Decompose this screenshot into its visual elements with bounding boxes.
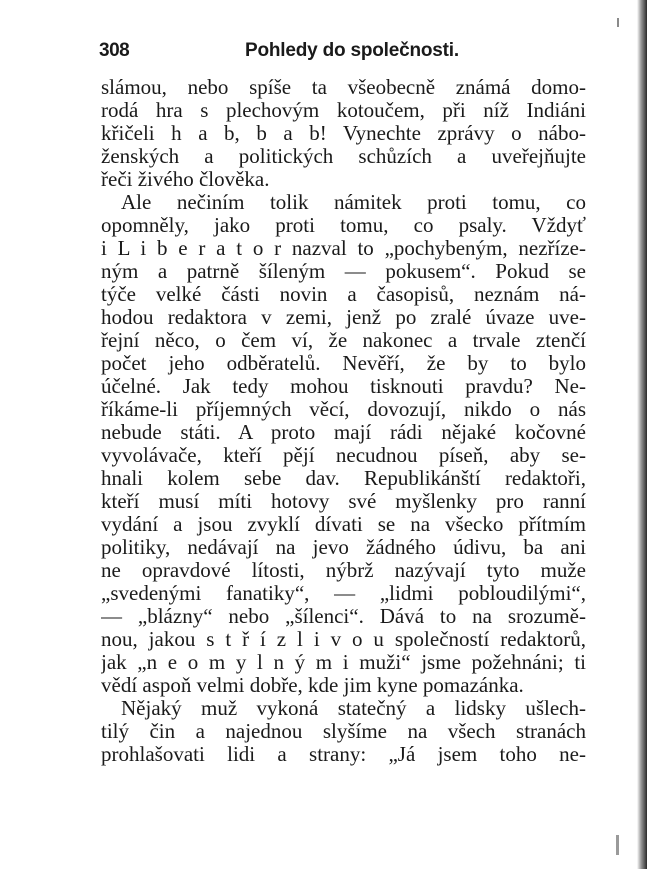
running-title: Pohledy do společnosti. xyxy=(245,40,459,61)
text-line: politiky, nedávají na jevo žádného údivu, ba ani xyxy=(101,536,586,559)
text-line: „svedenými fanatiky“, — „lidmi pobloudilými“, xyxy=(101,582,586,605)
text-line: křičeli h a b, b a b! Vynechte zprávy o nábo- xyxy=(101,122,586,145)
text-line: tilý čin a najednou slyšíme na všech stranách xyxy=(101,720,586,743)
text-line: ným a patrně šíleným — pokusem“. Pokud se xyxy=(101,260,586,283)
text-line: týče velké části novin a časopisů, neznám ná- xyxy=(101,283,586,306)
text-line: hodou redaktora v zemi, jenž po zralé úvaze uve- xyxy=(101,306,586,329)
book-spine-shadow xyxy=(637,0,647,869)
text-line: Ale nečiním tolik námitek proti tomu, co xyxy=(121,191,586,214)
text-line: nou, jakou s t ř í z l i v o u společností redaktorů, xyxy=(101,628,586,651)
text-line: vyvolávače, kteří pějí necudnou píseň, aby se- xyxy=(101,444,586,467)
text-line: řejní něco, o čem ví, že nakonec a trvale ztenčí xyxy=(101,329,586,352)
text-line: řeči živého člověka. xyxy=(101,168,270,191)
text-line: počet jeho odběratelů. Nevěří, že by to bylo xyxy=(101,352,586,375)
text-line: kteří musí míti hotovy své myšlenky pro ranní xyxy=(101,490,586,513)
text-line: nebude státi. A proto mají rádi nějaké kočovné xyxy=(101,421,586,444)
text-line: slámou, nebo spíše ta všeobecně známá domo- xyxy=(101,76,586,99)
text-line: ženských a politických schůzích a uveřejňujte xyxy=(101,145,586,168)
text-line: rodá hra s plechovým kotoučem, při níž Indiáni xyxy=(101,99,586,122)
text-line: hnali kolem sebe dav. Republikánští redaktoři, xyxy=(101,467,586,490)
text-line: vědí aspoň velmi dobře, kde jim kyne pomazánka. xyxy=(101,674,524,697)
body-text xyxy=(101,76,586,766)
margin-mark xyxy=(616,835,619,855)
text-line: jak „n e o m y l n ý m i muži“ jsme požehnáni; ti xyxy=(101,651,586,674)
text-line: Nějaký muž vykoná statečný a lidsky ušlech- xyxy=(121,697,586,720)
text-line: i L i b e r a t o r nazval to „pochybeným, nezřízе- xyxy=(101,237,586,260)
text-line: účelné. Jak tedy mohou tisknouti pravdu? Ne- xyxy=(101,375,586,398)
page-number: 308 xyxy=(99,40,130,61)
text-line: — „blázny“ nebo „šílenci“. Dává to na srozumě- xyxy=(101,605,586,628)
text-line: opomněly, jako proti tomu, co psaly. Vždyť xyxy=(101,214,586,237)
text-line: ne opravdové lítosti, nýbrž nazývají tyto muže xyxy=(101,559,586,582)
text-line: prohlašovati lidi a strany: „Já jsem toho ne- xyxy=(101,743,586,766)
text-line: vydání a jsou zvyklí dívati se na všecko přítmím xyxy=(101,513,586,536)
margin-mark xyxy=(617,18,619,27)
text-line: říkáme-li příjemných věcí, dovozují, nikdo o nás xyxy=(101,398,586,421)
running-head xyxy=(99,40,594,66)
